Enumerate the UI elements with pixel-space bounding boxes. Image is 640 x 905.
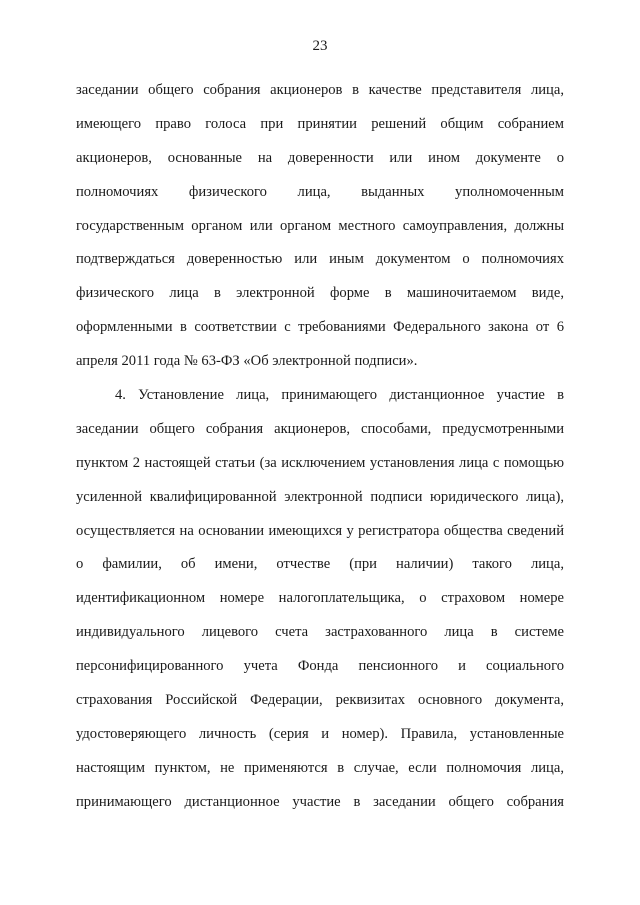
text-line: заседании общего собрания акционеров, способами, предусмотренными xyxy=(76,420,564,437)
text-line: усиленной квалифицированной электронной подписи юридического лица), xyxy=(76,488,564,505)
text-line: принимающего дистанционное участие в заседании общего собрания xyxy=(76,793,564,810)
text-line: идентификационном номере налогоплательщика, о страховом номере xyxy=(76,590,564,607)
text-line: удостоверяющего личность (серия и номер). Правила, установленные xyxy=(76,725,564,742)
text-line: подтверждаться доверенностью или иным документом о полномочиях xyxy=(76,251,564,268)
text-line: государственным органом или органом местного самоуправления, должны xyxy=(76,217,564,234)
paragraph-2 xyxy=(76,385,564,826)
text-line: полномочиях физического лица, выданных уполномоченным xyxy=(76,183,564,200)
text-line: пунктом 2 настоящей статьи (за исключением установления лица с помощью xyxy=(76,454,564,471)
text-line: осуществляется на основании имеющихся у регистратора общества сведений xyxy=(76,522,564,539)
text-line: имеющего право голоса при принятии решений общим собранием xyxy=(76,115,564,132)
text-line: физического лица в электронной форме в машиночитаемом виде, xyxy=(76,285,564,302)
text-line: настоящим пунктом, не применяются в случае, если полномочия лица, xyxy=(76,759,564,776)
text-line: оформленными в соответствии с требованиями Федерального закона от 6 xyxy=(76,319,564,336)
paragraph-1 xyxy=(76,80,564,385)
text-line: акционеров, основанные на доверенности или ином документе о xyxy=(76,149,564,166)
text-line: страхования Российской Федерации, реквизитах основного документа, xyxy=(76,692,564,709)
text-line: 4. Установление лица, принимающего дистанционное участие в xyxy=(115,387,564,403)
text-line: заседании общего собрания акционеров в качестве представителя лица, xyxy=(76,82,564,98)
text-line: о фамилии, об имени, отчестве (при наличии) такого лица, xyxy=(76,556,564,573)
text-line: персонифицированного учета Фонда пенсионного и социального xyxy=(76,658,564,675)
text-line: индивидуального лицевого счета застрахованного лица в системе xyxy=(76,624,564,641)
page-number: 23 xyxy=(312,38,328,54)
text-line: апреля 2011 года № 63-ФЗ «Об электронной подписи». xyxy=(76,353,418,370)
